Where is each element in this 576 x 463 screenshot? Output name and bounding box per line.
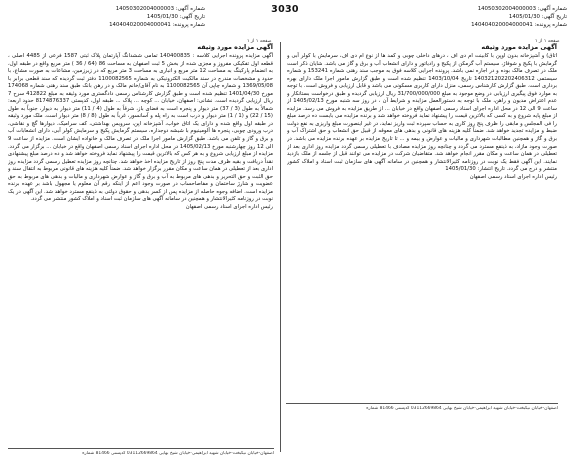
notice-title: آگهی مزایده مورد وثیقه <box>197 43 273 51</box>
auction-notice-right <box>287 43 557 400</box>
ad-number: شماره آگهی: 14050302004000003 <box>115 6 205 12</box>
case-number: شماره پرونده: 140404020004000041 <box>471 22 567 29</box>
notice-signature: رئیس اداره اجرای اسناد رسمی اصفهان <box>469 173 557 180</box>
page-label-right: صفحه ۱ از ۱ <box>535 39 560 44</box>
notice-body: آگهی مزایده پرونده اجرایی کلاسه : 140400835 تمامی ششدانگ آپارتمان پلاک ثبتی 1587 فرعی از 4485 اصلی ، قطعه اول تفکیکی مفروز و مجزی شده از بخش 5 ثبت اصفهان به مساحت 86 (64 / 36 ) متر مربع واقع در طبقه اول، به انضمام پارکینگ به مساحت 12 متر مربع و انباری به مساحت 3 متر مربع که در زیرزمین، مشاعات به صورت مشاع، با حدود و مشخصات مندرج در سند مالکیت الکترونیکی به شماره 1100082565 دفتر ثبت گردیده که سند قطعی برابر با 1369/05/08 و شماره چاپی آن 1100082565 به نام آقای/خانم مالک و در رهن بانک طبق سند رهنی شماره 174068 مورخ 1401/04/30 تنظیم شده است و طبق گزارش کارشناس رسمی دادگستری مورد وثیقه به مبلغ 412822 سرح 7 ریال ارزیابی گردیده است. نشانی: اصفهان، خیابان ... کوچه ... پلاک ... طبقه اول، کدپستی 8174876337 حدود اربعه: شمالاً به طول (3 / 37) متر دیوار و پنجره است به فضای باز، شرقاً به طول (4 / 11) متر دیوار به دیوار، جنوباً به طول (15 / 22) و (1 / 1) متر دیوار و درب است به راه پله و آسانسور، غرباً به طول (8 / 8) متر دیوار است. ملک مورد وثیقه در طبقه اول واقع شده و دارای یک اتاق خواب، آشپزخانه اپن، سرویس بهداشتی، کف سرامیک، دیوارها گچ و نقاشی، درب ورودی چوبی، پنجره ها آلومینیوم با شیشه دوجداره، سیستم گرمایش پکیج و سرمایش کولر آبی، دارای انشعابات آب و برق و گاز و تلفن می باشد. طبق گزارش مامور اجرا ملک در تصرف مالک و خانواده ایشان است. مزایده از ساعت 9 الی 12 روز چهارشنبه مورخ 1405/02/13 در محل اداره اجرای اسناد رسمی اصفهان واقع در خیابان ... برگزار می گردد. مزایده از مبلغ ارزیابی شروع و به هر کس که بالاترین قیمت را پیشنهاد نماید فروخته خواهد شد و ده درصد مبلغ پیشنهادی نقداً دریافت و بقیه ظرف مدت پنج روز از تاریخ مزایده اخذ خواهد شد. چنانچه روز مزایده تعطیل رسمی گردد مزایده روز اداری بعد از تعطیلی در همان ساعت و مکان مقرر برگزار خواهد شد. ضمناً کلیه هزینه های قانونی مربوط به انتقال سند و حق الثبت و حق التحریر و بدهی های مربوط به آب و برق و گاز و عوارض شهرداری و مالیات و بدهی های مربوط به حق عضویت و شارژ ساختمان و مفاصاحساب در صورت وجود اعم از اینکه رقم آن معلوم یا مجهول باشد بر عهده برنده مزایده است. اضافه وجوه حاصله از مزایده پس از کسر بدهی و حقوق دولتی به ذینفع مسترد خواهد شد. این آگهی در یک نوبت در روزنامه کثیرالانتشار و همچنین در سامانه آگهی های سازمان ثبت اسناد و املاک کشور منتشر می گردد. <box>8 53 273 203</box>
footer-rule-left <box>8 448 274 449</box>
page-number: 3030 <box>271 4 299 15</box>
ad-date: تاریخ آگهی: 1405/01/30 <box>508 14 567 21</box>
office-address-right: اصفهان-خیابان نیکبخت-خیابان شهید ابراهیمی-خیابان شیخ بهایی 03112669864 کدپستی 81466 شماره <box>366 406 558 411</box>
column-divider <box>280 42 281 452</box>
page-label-left: صفحه ۱ از ۱ <box>247 39 272 44</box>
auction-notice-left <box>8 43 273 447</box>
notice-title: آگهی مزایده مورد وثیقه <box>481 43 557 51</box>
ad-date: تاریخ آگهی: 1405/01/30 <box>146 14 205 21</box>
notice-signature: رئیس اداره اجرای اسناد رسمی اصفهان <box>185 203 273 210</box>
case-number: شماره پرونده: 140404020004000041 <box>109 22 205 29</box>
ad-meta-right <box>452 5 567 30</box>
footer-rule-right <box>286 403 558 404</box>
office-address-left: اصفهان-خیابان نیکبخت-خیابان شهید ابراهیمی-خیابان شیخ بهایی 03112669864 کدپستی 81466 شماره <box>82 451 274 456</box>
ad-meta-left <box>90 5 205 30</box>
ad-number: شماره آگهی: 14050302004000003 <box>477 6 567 12</box>
notice-body: اتاق) و آشپزخانه بدون اوپن با کابینت ام دی اف ، درهای داخلی چوبی و کمد ها از نوع ام دی اف، سرمایش با کولر آبی و گرمایش با پکیج و شوفاژ، سیستم آب گرمکن از پکیج و رادیاتور و دارای انشعاب آب و برق و گاز می باشد. شایان ذکر است ملک در تصرف مالک بوده و در اجاره نمی باشد. پرونده اجرایی کلاسه فوق به موجب سند رهنی شماره 153241 و شماره سیستمی 140321202202406312 تاریخ 1403/10/04 تنظیم شده است و طبق گزارش مامور اجرا ملک دارای بهره برداری است. طبق گزارش کارشناس رسمی، منزل دارای کاربری مسکونی می باشد و قابل ارزیابی و فروش است. با توجه به موارد فوق پیگیری ارزیابی در وضع موجود به مبلغ 31/700/000/000 ریال ارزیابی گردیده و طبق درخواست بستانکار و عدم اعتراض مدیون و راهن، ملک با توجه به دستورالعمل مزایده و شرایط آن ، در روز سه شنبه مورخ 1405/02/13 از ساعت 9 الی 12 در محل اداره اجرای اسناد رسمی اصفهان واقع در خیابان ... از طریق مزایده به فروش می رسد. مزایده از مبلغ پایه شروع و به کسی که بالاترین قیمت را پیشنهاد نماید فروخته خواهد شد و برنده مزایده می بایست ده درصد مبلغ را فی المجلس و مابقی را ظرف پنج روز کاری به حساب سپرده ثبت واریز نماید، در غیر اینصورت مبلغ واریزی به نفع دولت ضبط و مزایده تجدید خواهد شد. ضمناً کلیه هزینه های قانونی و بدهی های معوقه از قبیل حق انشعاب و حق اشتراک آب و برق و گاز و همچنین مطالبات شهرداری و مالیات و عوارض و بیمه و ... تا تاریخ مزایده بر عهده برنده مزایده می باشد. در صورت وجود مازاد، به ذینفع مسترد می گردد و چنانچه روز مزایده مصادف با تعطیلی رسمی گردد مزایده روز اداری بعد از تعطیلی در همان ساعت و مکان مقرر انجام خواهد شد. متقاضیان شرکت در مزایده می توانند قبل از جلسه از ملک بازدید نمایند. این آگهی فقط یک نوبت در روزنامه کثیرالانتشار و همچنین در سامانه آگهی های سازمان ثبت اسناد و املاک کشور منتشر و درج می گردد. تاریخ انتشار: 1405/01/30 <box>287 53 557 173</box>
